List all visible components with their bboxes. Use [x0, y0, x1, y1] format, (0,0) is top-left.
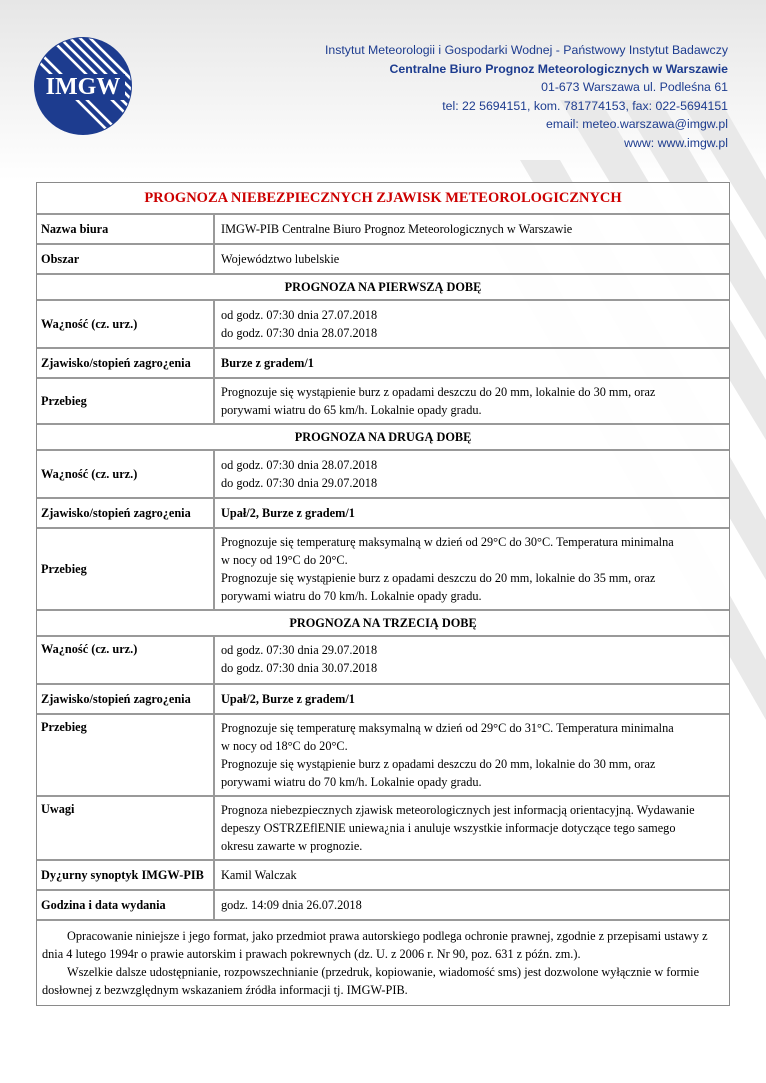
validity-value	[215, 451, 729, 497]
svg-text:IMGW: IMGW	[45, 74, 121, 100]
day3-phenomenon-row	[37, 685, 729, 715]
issued-label: Godzina i data wydania	[37, 891, 215, 919]
phenomenon-value: Burze z gradem/1	[221, 356, 314, 370]
phenomenon-value: Upał/2, Burze z gradem/1	[221, 506, 355, 520]
phone: tel: 22 5694151, kom. 781774153, fax: 022-5694151	[442, 98, 728, 113]
course-label: Przebieg	[37, 529, 215, 609]
phenomenon-label: Zjawisko/stopień zagro¿enia	[37, 349, 215, 377]
course-label: Przebieg	[37, 715, 215, 795]
course-line: Prognozuje się temperaturę maksymalną w dzień od 29°C do 30°C. Temperatura minimalna	[221, 535, 674, 549]
remarks-text	[215, 797, 729, 859]
validity-to: do godz. 07:30 dnia 28.07.2018	[221, 326, 378, 340]
address: 01-673 Warszawa ul. Podleśna 61	[541, 80, 728, 95]
day1-phenomenon-row	[37, 349, 729, 379]
copyright-paragraph: Opracowanie niniejsze i jego format, jako przedmiot prawa autorskiego podlega ochronie prawnej, zgodnie z przepisami ustawy z dnia 4 lutego 1994r o prawie autorskim i prawach pokrewnych (dz. U. z 2006 r. Nr 90, poz. 631 z późn. zm.).	[42, 929, 708, 961]
bureau-value: IMGW-PIB Centralne Biuro Prognoz Meteorologicznych w Warszawie	[221, 222, 573, 236]
course-line: w nocy od 19°C do 20°C.	[221, 553, 348, 567]
letterhead	[0, 0, 766, 170]
issued-row	[37, 891, 729, 921]
website-link[interactable]: www: www.imgw.pl	[624, 135, 728, 150]
forecaster-value: Kamil Walczak	[221, 868, 297, 882]
area-label: Obszar	[37, 245, 215, 273]
course-text	[215, 715, 729, 795]
day1-heading: PROGNOZA NA PIERWSZĄ DOBĘ	[37, 275, 729, 301]
course-line: w nocy od 18°C do 20°C.	[221, 739, 348, 753]
forecaster-row	[37, 861, 729, 891]
phenomenon-label: Zjawisko/stopień zagro¿enia	[37, 685, 215, 713]
course-line: porywami wiatru do 70 km/h. Lokalnie opady gradu.	[221, 589, 482, 603]
day1-validity-row	[37, 301, 729, 349]
document-title: PROGNOZA NIEBEZPIECZNYCH ZJAWISK METEOROLOGICZNYCH	[37, 183, 729, 215]
validity-to: do godz. 07:30 dnia 30.07.2018	[221, 661, 378, 675]
bureau-label: Nazwa biura	[37, 215, 215, 243]
phenomenon-value: Upał/2, Burze z gradem/1	[221, 692, 355, 706]
distribution-paragraph: Wszelkie dalsze udostępnianie, rozpowszechnianie (przedruk, kopiowanie, wiadomość sms) jest dozwolone wyłącznie w formie dosłownej z bezwzględnym wskazaniem źródła informacji tj. IMGW-PIB.	[42, 965, 700, 997]
validity-from: od godz. 07:30 dnia 28.07.2018	[221, 458, 378, 472]
email-link[interactable]: email: meteo.warszawa@imgw.pl	[546, 117, 728, 132]
validity-from: od godz. 07:30 dnia 27.07.2018	[221, 308, 378, 322]
forecast-document	[36, 182, 730, 1006]
course-line: Prognozuje się wystąpienie burz z opadami deszczu do 20 mm, lokalnie do 30 mm, oraz	[221, 757, 656, 771]
institute-contact-block	[325, 41, 728, 153]
validity-to: do godz. 07:30 dnia 29.07.2018	[221, 476, 378, 490]
course-line: porywami wiatru do 70 km/h. Lokalnie opady gradu.	[221, 775, 482, 789]
day3-course-row	[37, 715, 729, 797]
remarks-row	[37, 797, 729, 861]
course-line: Prognozuje się wystąpienie burz z opadami deszczu do 20 mm, lokalnie do 35 mm, oraz	[221, 571, 656, 585]
day2-phenomenon-row	[37, 499, 729, 529]
day2-heading: PROGNOZA NA DRUGĄ DOBĘ	[37, 425, 729, 451]
day1-course-row	[37, 379, 729, 425]
course-text	[215, 379, 729, 423]
validity-label: Wa¿ność (cz. urz.)	[37, 301, 215, 347]
validity-from: od godz. 07:30 dnia 29.07.2018	[221, 643, 378, 657]
course-text	[215, 529, 729, 609]
day2-validity-row	[37, 451, 729, 499]
validity-value	[215, 637, 729, 683]
day2-course-row	[37, 529, 729, 611]
area-value: Województwo lubelskie	[221, 252, 340, 266]
institute-name: Instytut Meteorologii i Gospodarki Wodnej - Państwowy Instytut Badawczy	[324, 43, 728, 57]
phenomenon-label: Zjawisko/stopień zagro¿enia	[37, 499, 215, 527]
imgw-logo	[33, 36, 133, 136]
forecaster-label: Dy¿urny synoptyk IMGW-PIB	[37, 861, 215, 889]
day3-validity-row	[37, 637, 729, 685]
course-line: porywami wiatru do 65 km/h. Lokalnie opady gradu.	[221, 403, 482, 417]
course-label: Przebieg	[37, 379, 215, 423]
course-line: Prognozuje się temperaturę maksymalną w dzień od 29°C do 31°C. Temperatura minimalna	[221, 721, 674, 735]
remarks-line: okresu zawarte w prognozie.	[221, 839, 363, 853]
remarks-line: Prognoza niebezpiecznych zjawisk meteorologicznych jest informacją orientacyjną. Wydawanie	[221, 803, 695, 817]
copyright-footer	[37, 921, 729, 1005]
validity-label: Wa¿ność (cz. urz.)	[37, 637, 215, 683]
bureau-row	[37, 215, 729, 245]
remarks-label: Uwagi	[37, 797, 215, 859]
area-row	[37, 245, 729, 275]
day3-heading: PROGNOZA NA TRZECIĄ DOBĘ	[37, 611, 729, 637]
course-line: Prognozuje się wystąpienie burz z opadami deszczu do 20 mm, lokalnie do 30 mm, oraz	[221, 385, 656, 399]
validity-label: Wa¿ność (cz. urz.)	[37, 451, 215, 497]
remarks-line: depeszy OSTRZEflENIE uniewa¿nia i anuluje wszystkie informacje dotyczące tego samego	[221, 821, 676, 835]
bureau-name: Centralne Biuro Prognoz Meteorologicznych w Warszawie	[389, 61, 728, 76]
validity-value	[215, 301, 729, 347]
issued-value: godz. 14:09 dnia 26.07.2018	[221, 898, 362, 912]
